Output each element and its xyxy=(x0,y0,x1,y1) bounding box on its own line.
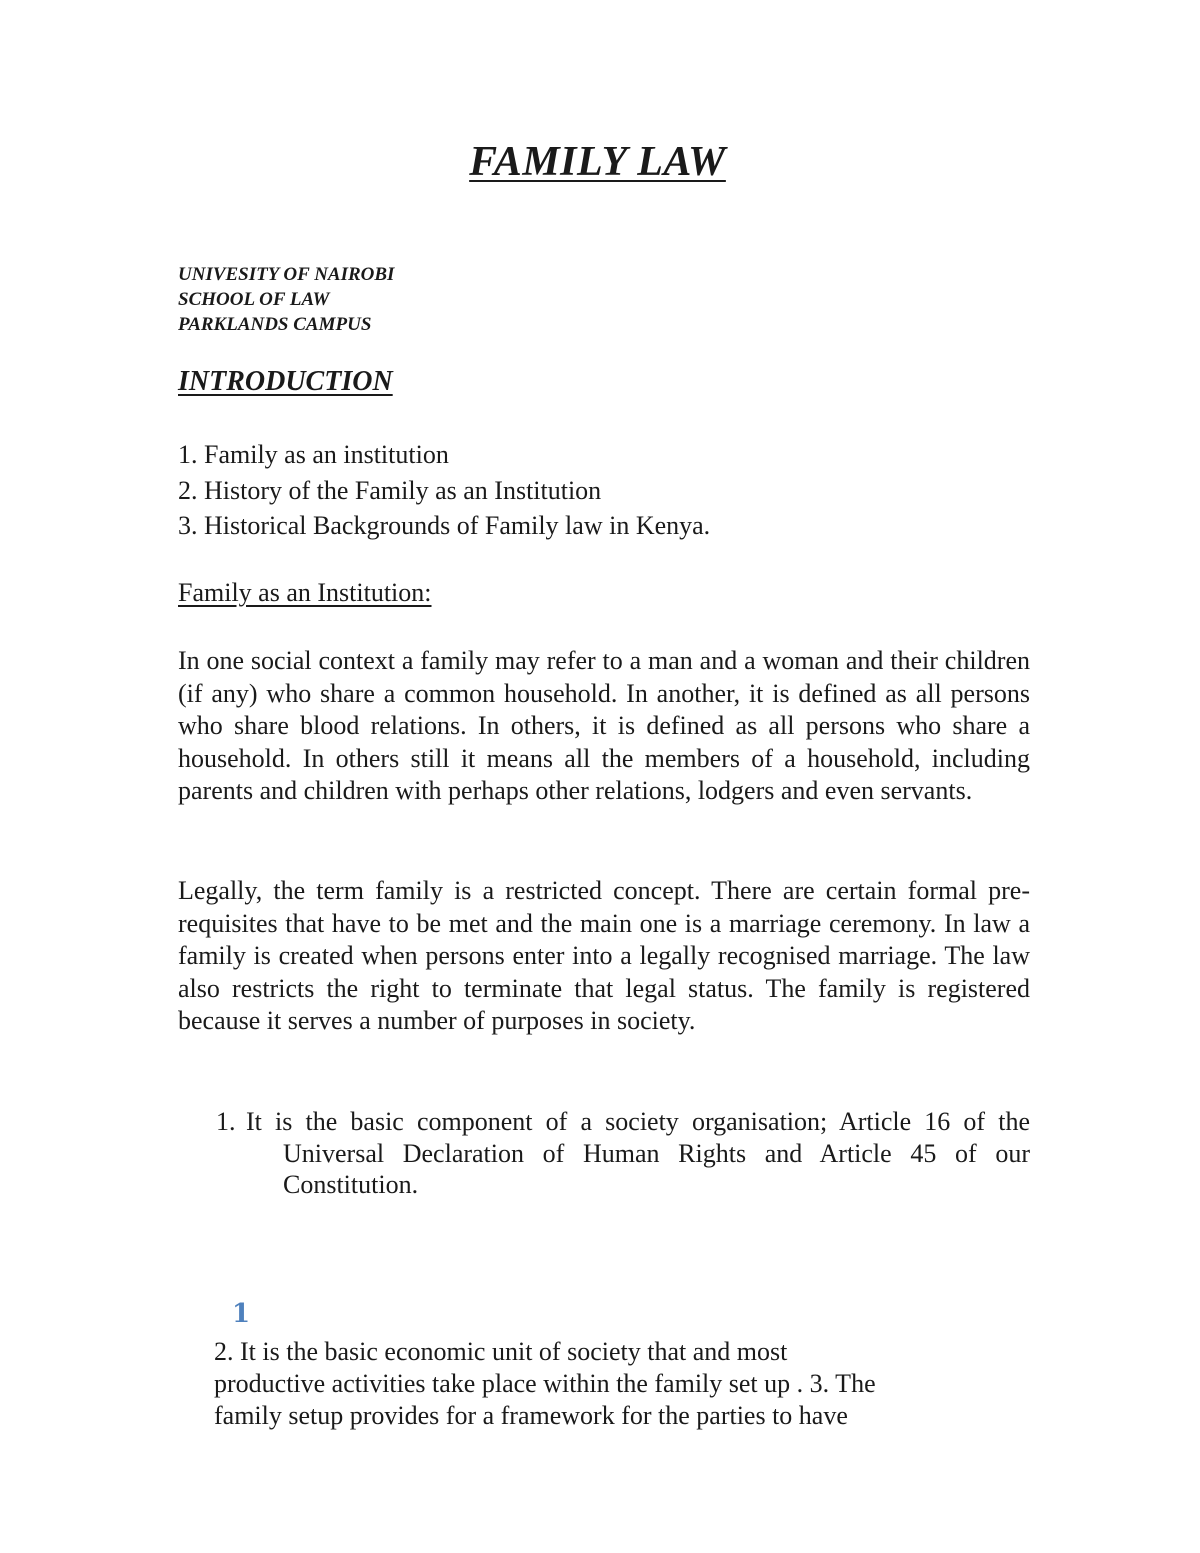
institution-block xyxy=(178,262,394,337)
campus-name: PARKLANDS CAMPUS xyxy=(178,314,372,335)
paragraph-definition: In one social context a family may refer to a man and a woman and their children (if any) who share a common household. In another, it is defined as all persons who share blood relations. In others, it is defined as all persons who share a household. In others still it means all the members of a household, including parents and children with perhaps other relations, lodgers and even servants. xyxy=(178,646,1030,806)
list-item-text: It is the basic component of a society organisation; Article 16 of the Universal Declaration of Human Rights and Article 45 of our Constitution. xyxy=(246,1107,1030,1199)
school-name: SCHOOL OF LAW xyxy=(178,289,330,310)
topic-item: 1. Family as an institution xyxy=(178,440,449,469)
university-name: UNIVESITY OF NAIROBI xyxy=(178,264,395,285)
section-heading-introduction: INTRODUCTION xyxy=(178,366,393,397)
topic-item: 3. Historical Backgrounds of Family law in Kenya. xyxy=(178,511,711,540)
page-number: 1 xyxy=(232,1299,251,1329)
continuation-line: 2. It is the basic economic unit of society that and most xyxy=(214,1337,788,1366)
continuation-text xyxy=(214,1336,974,1432)
document-title: FAMILY LAW xyxy=(469,139,726,185)
list-item-number: 1. xyxy=(216,1107,236,1136)
topic-item: 2. History of the Family as an Institution xyxy=(178,475,602,505)
continuation-line: family setup provides for a framework for the parties to have xyxy=(214,1401,848,1430)
continuation-line: productive activities take place within the family set up . 3. The xyxy=(214,1369,876,1398)
subheading-family-institution: Family as an Institution: xyxy=(178,578,432,607)
numbered-list-item xyxy=(216,1106,1030,1201)
topics-list xyxy=(178,437,710,544)
paragraph-legal-concept: Legally, the term family is a restricted concept. There are certain formal pre-requisites that have to be met and the main one is a marriage ceremony. In law a family is created when persons enter into a legally recognised marriage. The law also restricts the right to terminate that legal status. The family is registered because it serves a number of purposes in society. xyxy=(178,876,1030,1036)
